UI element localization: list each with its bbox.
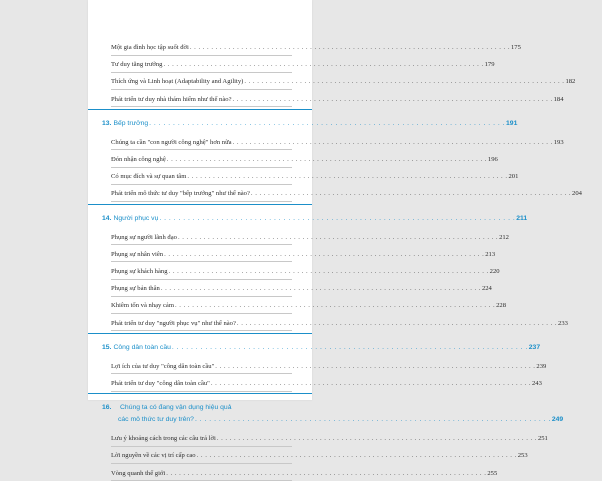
chapter-number: 13. (102, 119, 112, 127)
chapter-heading[interactable] (88, 118, 518, 128)
toc-leader-dots: . . . . . . . . . . . . . . . . . . . . . . . . . . . . . . . . . . . . . . . . . . . . . . . . . . . . . . . . . . . . . . . . . . . . . . . . . . . (189, 44, 510, 51)
chapter-number: 14. (102, 214, 112, 222)
toc-entry-page: 255 (487, 469, 498, 477)
toc-leader-dots: . . . . . . . . . . . . . . . . . . . . . . . . . . . . . . . . . . . . . . . . . . . . . . . . . . . . . . . . . . . . . . . . . . . . . . . . . . . (175, 302, 496, 310)
toc-entry-title: Khiêm tốn và nhạy cảm (111, 302, 174, 310)
toc-entry-title: Tư duy tăng trưởng (111, 61, 163, 69)
toc-entry-title: Phụng sự nhân viên (111, 250, 164, 258)
entry-divider (111, 55, 292, 56)
chapter-number: 16. (102, 404, 112, 412)
entry-divider (111, 463, 292, 464)
entry-divider (111, 296, 292, 297)
toc-entry-page: 201 (508, 173, 519, 181)
toc-leader-dots: . . . . . . . . . . . . . . . . . . . . . . . . . . . . . . . . . . . . . . . . . . . . . . . . . . . . . . . . . . . . . . . . . . . . . . . . . . . (215, 362, 536, 370)
chapter-divider (88, 393, 312, 394)
toc-entry[interactable] (88, 433, 548, 443)
toc-leader-dots: . . . . . . . . . . . . . . . . . . . . . . . . . . . . . . . . . . . . . . . . . . . . . . . . . . . . . . . . . . . . . . . . . . . . . . . . . . . (159, 214, 516, 222)
toc-leader-dots: . . . . . . . . . . . . . . . . . . . . . . . . . . . . . . . . . . . . . . . . . . . . . . . . . . . . . . . . . . . . . . . . . . . . . . . . . . . (171, 343, 528, 351)
toc-leader-dots: . . . . . . . . . . . . . . . . . . . . . . . . . . . . . . . . . . . . . . . . . . . . . . . . . . . . . . . . . . . . . . . . . . . . . . . . . . . (187, 173, 508, 181)
toc-entry-title: Thích ứng và Linh hoạt (Adaptability and Agility) (111, 78, 244, 86)
toc-entry-title: Lưu ý khoảng cách trong các câu trả lời (111, 435, 216, 443)
chapter-heading[interactable] (88, 342, 541, 352)
chapter-title-line2: các mô thức tư duy trên? (118, 416, 194, 424)
chapter-title: Chúng ta có đang vận dụng hiệu quả (120, 404, 232, 412)
book-page (88, 0, 582, 477)
toc-entry-title: Phụng sự người lãnh đạo (111, 233, 177, 241)
toc-entry[interactable] (88, 378, 542, 388)
toc-entry[interactable] (88, 59, 495, 69)
toc-entry-page: 182 (565, 78, 576, 86)
toc-entry-page: 253 (517, 452, 528, 460)
toc-entry[interactable] (88, 171, 519, 181)
toc-entry[interactable] (88, 76, 576, 86)
toc-leader-dots: . . . . . . . . . . . . . . . . . . . . . . . . . . . . . . . . . . . . . . . . . . . . . . . . . . . . . . . . . . . . . . . . . . . . . . . . . . . (149, 119, 506, 127)
toc-entry[interactable] (88, 450, 528, 460)
toc-entry-title: Phát triển tư duy "công dân toàn cầu" (111, 380, 210, 387)
entry-divider (111, 391, 292, 392)
toc-leader-dots: . . . . . . . . . . . . . . . . . . . . . . . . . . . . . . . . . . . . . . . . . . . . . . . . . . . . . . . . . . . . . . . . . . . . . . . . . . . (250, 190, 572, 198)
toc-entry-page: 228 (496, 302, 507, 310)
toc-leader-dots: . . . . . . . . . . . . . . . . . . . . . . . . . . . . . . . . . . . . . . . . . . . . . . . . . . . . . . . . . . . . . . . . . . . . . . . . . . . (166, 469, 487, 477)
entry-divider (111, 261, 292, 262)
toc-entry-title: Chúng ta cần "con người công nghệ" hơn nữa (111, 138, 232, 146)
toc-entry[interactable] (88, 94, 564, 104)
chapter-title: Bếp trưởng (113, 119, 149, 127)
toc-entry[interactable] (88, 188, 582, 198)
toc-leader-dots: . . . . . . . . . . . . . . . . . . . . . . . . . . . . . . . . . . . . . . . . . . . . . . . . . . . . . . . . . . . . . . . . . . . . . . . . . . . (194, 416, 551, 424)
entry-divider (111, 149, 292, 150)
toc-leader-dots: . . . . . . . . . . . . . . . . . . . . . . . . . . . . . . . . . . . . . . . . . . . . . . . . . . . . . . . . . . . . . . . . . . . . . . . . . . . (163, 61, 484, 69)
toc-leader-dots: . . . . . . . . . . . . . . . . . . . . . . . . . . . . . . . . . . . . . . . . . . . . . . . . . . . . . . . . . . . . . . . . . . . . . . . . . . . (177, 233, 499, 241)
toc-entry-page: 239 (536, 362, 547, 370)
entry-divider (111, 330, 292, 331)
entry-divider (111, 244, 292, 245)
toc-entry-page: 179 (484, 61, 495, 69)
toc-entry-title: Lợi ích của tư duy "công dân toàn cầu" (111, 362, 215, 370)
entry-divider (111, 167, 292, 168)
chapter-divider (88, 333, 312, 334)
entry-divider (111, 201, 292, 202)
toc-entry-title: Phụng sự khách hàng (111, 268, 168, 275)
chapter-page: 211 (516, 214, 528, 222)
toc-leader-dots: . . . . . . . . . . . . . . . . . . . . . . . . . . . . . . . . . . . . . . . . . . . . . . . . . . . . . . . . . . . . . . . . . . . . . . . . . . . (232, 138, 553, 146)
toc-entry[interactable] (88, 154, 498, 164)
toc-leader-dots: . . . . . . . . . . . . . . . . . . . . . . . . . . . . . . . . . . . . . . . . . . . . . . . . . . . . . . . . . . . . . . . . . . . . . . . . . . . (166, 156, 487, 163)
toc-leader-dots: . . . . . . . . . . . . . . . . . . . . . . . . . . . . . . . . . . . . . . . . . . . . . . . . . . . . . . . . . . . . . . . . . . . . . . . . . . . (216, 435, 537, 443)
toc-entry[interactable] (88, 361, 547, 371)
entry-divider (111, 72, 292, 73)
chapter-page: 191 (506, 119, 518, 127)
toc-leader-dots: . . . . . . . . . . . . . . . . . . . . . . . . . . . . . . . . . . . . . . . . . . . . . . . . . . . . . . . . . . . . . . . . . . . . . . . . . . . (244, 78, 565, 86)
entry-divider (111, 313, 292, 314)
toc-entry-page: 224 (481, 285, 492, 293)
chapter-title: Công dân toàn cầu (113, 343, 171, 351)
chapter-page: 249 (551, 416, 564, 424)
toc-entry[interactable] (88, 249, 496, 259)
toc-entry-page: 212 (499, 233, 509, 241)
entry-divider (111, 89, 292, 90)
toc-entry-title: Phụng sự bản thân (111, 285, 160, 293)
chapter-number: 15. (102, 343, 112, 351)
chapter-title: Người phục vụ (113, 214, 159, 222)
toc-entry-page: 213 (485, 250, 496, 258)
toc-entry-page: 233 (558, 319, 568, 327)
table-of-contents (88, 0, 582, 477)
toc-entry-title: Đón nhận công nghệ (111, 156, 166, 163)
chapter-heading[interactable] (88, 402, 312, 412)
toc-entry-page: 251 (537, 435, 548, 443)
toc-entry-title: Vòng quanh thế giới (111, 469, 166, 477)
toc-entry-page: 243 (532, 380, 542, 387)
chapter-divider (88, 204, 312, 205)
entry-divider (111, 446, 292, 447)
toc-entry-page: 220 (489, 268, 500, 275)
toc-leader-dots: . . . . . . . . . . . . . . . . . . . . . . . . . . . . . . . . . . . . . . . . . . . . . . . . . . . . . . . . . . . . . . . . . . . . . . . . . . . (168, 268, 489, 275)
toc-entry-page: 193 (553, 138, 564, 146)
toc-entry[interactable] (88, 468, 498, 478)
entry-divider (111, 184, 292, 185)
toc-leader-dots: . . . . . . . . . . . . . . . . . . . . . . . . . . . . . . . . . . . . . . . . . . . . . . . . . . . . . . . . . . . . . . . . . . . . . . . . . . . (210, 380, 531, 387)
chapter-page: 237 (528, 343, 541, 351)
toc-entry-title: Một gia đình học tập suốt đời (111, 44, 189, 51)
toc-entry[interactable] (88, 318, 568, 328)
toc-entry-page: 196 (487, 156, 498, 163)
toc-entry-page: 184 (553, 95, 564, 103)
toc-entry-page: 175 (510, 44, 521, 51)
toc-entry[interactable] (88, 300, 507, 310)
toc-entry[interactable] (88, 266, 500, 276)
toc-leader-dots: . . . . . . . . . . . . . . . . . . . . . . . . . . . . . . . . . . . . . . . . . . . . . . . . . . . . . . . . . . . . . . . . . . . . . . . . . . . (196, 452, 517, 460)
toc-entry-title: Có mục đích và sự quan tâm (111, 173, 187, 181)
chapter-divider (88, 109, 312, 110)
toc-leader-dots: . . . . . . . . . . . . . . . . . . . . . . . . . . . . . . . . . . . . . . . . . . . . . . . . . . . . . . . . . . . . . . . . . . . . . . . . . . . (236, 319, 558, 327)
toc-entry-page: 204 (572, 190, 582, 198)
entry-divider (111, 106, 292, 107)
toc-entry-title: Phát triển mô thức tư duy "bếp trưởng" như thế nào? (111, 190, 250, 198)
toc-entry[interactable] (88, 42, 521, 52)
chapter-heading[interactable] (88, 213, 528, 223)
toc-leader-dots: . . . . . . . . . . . . . . . . . . . . . . . . . . . . . . . . . . . . . . . . . . . . . . . . . . . . . . . . . . . . . . . . . . . . . . . . . . . (232, 95, 553, 103)
toc-leader-dots: . . . . . . . . . . . . . . . . . . . . . . . . . . . . . . . . . . . . . . . . . . . . . . . . . . . . . . . . . . . . . . . . . . . . . . . . . . . (160, 285, 481, 293)
toc-entry-title: Phát triển tư duy "người phục vụ" như thế nào? (111, 319, 236, 327)
toc-entry-title: Phát triển tư duy nhà thám hiểm như thế nào? (111, 95, 232, 103)
toc-entry[interactable] (88, 137, 564, 147)
chapter-heading-continued[interactable] (88, 414, 564, 424)
toc-leader-dots: . . . . . . . . . . . . . . . . . . . . . . . . . . . . . . . . . . . . . . . . . . . . . . . . . . . . . . . . . . . . . . . . . . . . . . . . . . . (164, 250, 485, 258)
toc-entry-title: Lời nguyền về các vị trí cấp cao (111, 452, 196, 460)
toc-entry[interactable] (88, 232, 509, 242)
entry-divider (111, 373, 292, 374)
toc-entry[interactable] (88, 283, 492, 293)
entry-divider (111, 279, 292, 280)
